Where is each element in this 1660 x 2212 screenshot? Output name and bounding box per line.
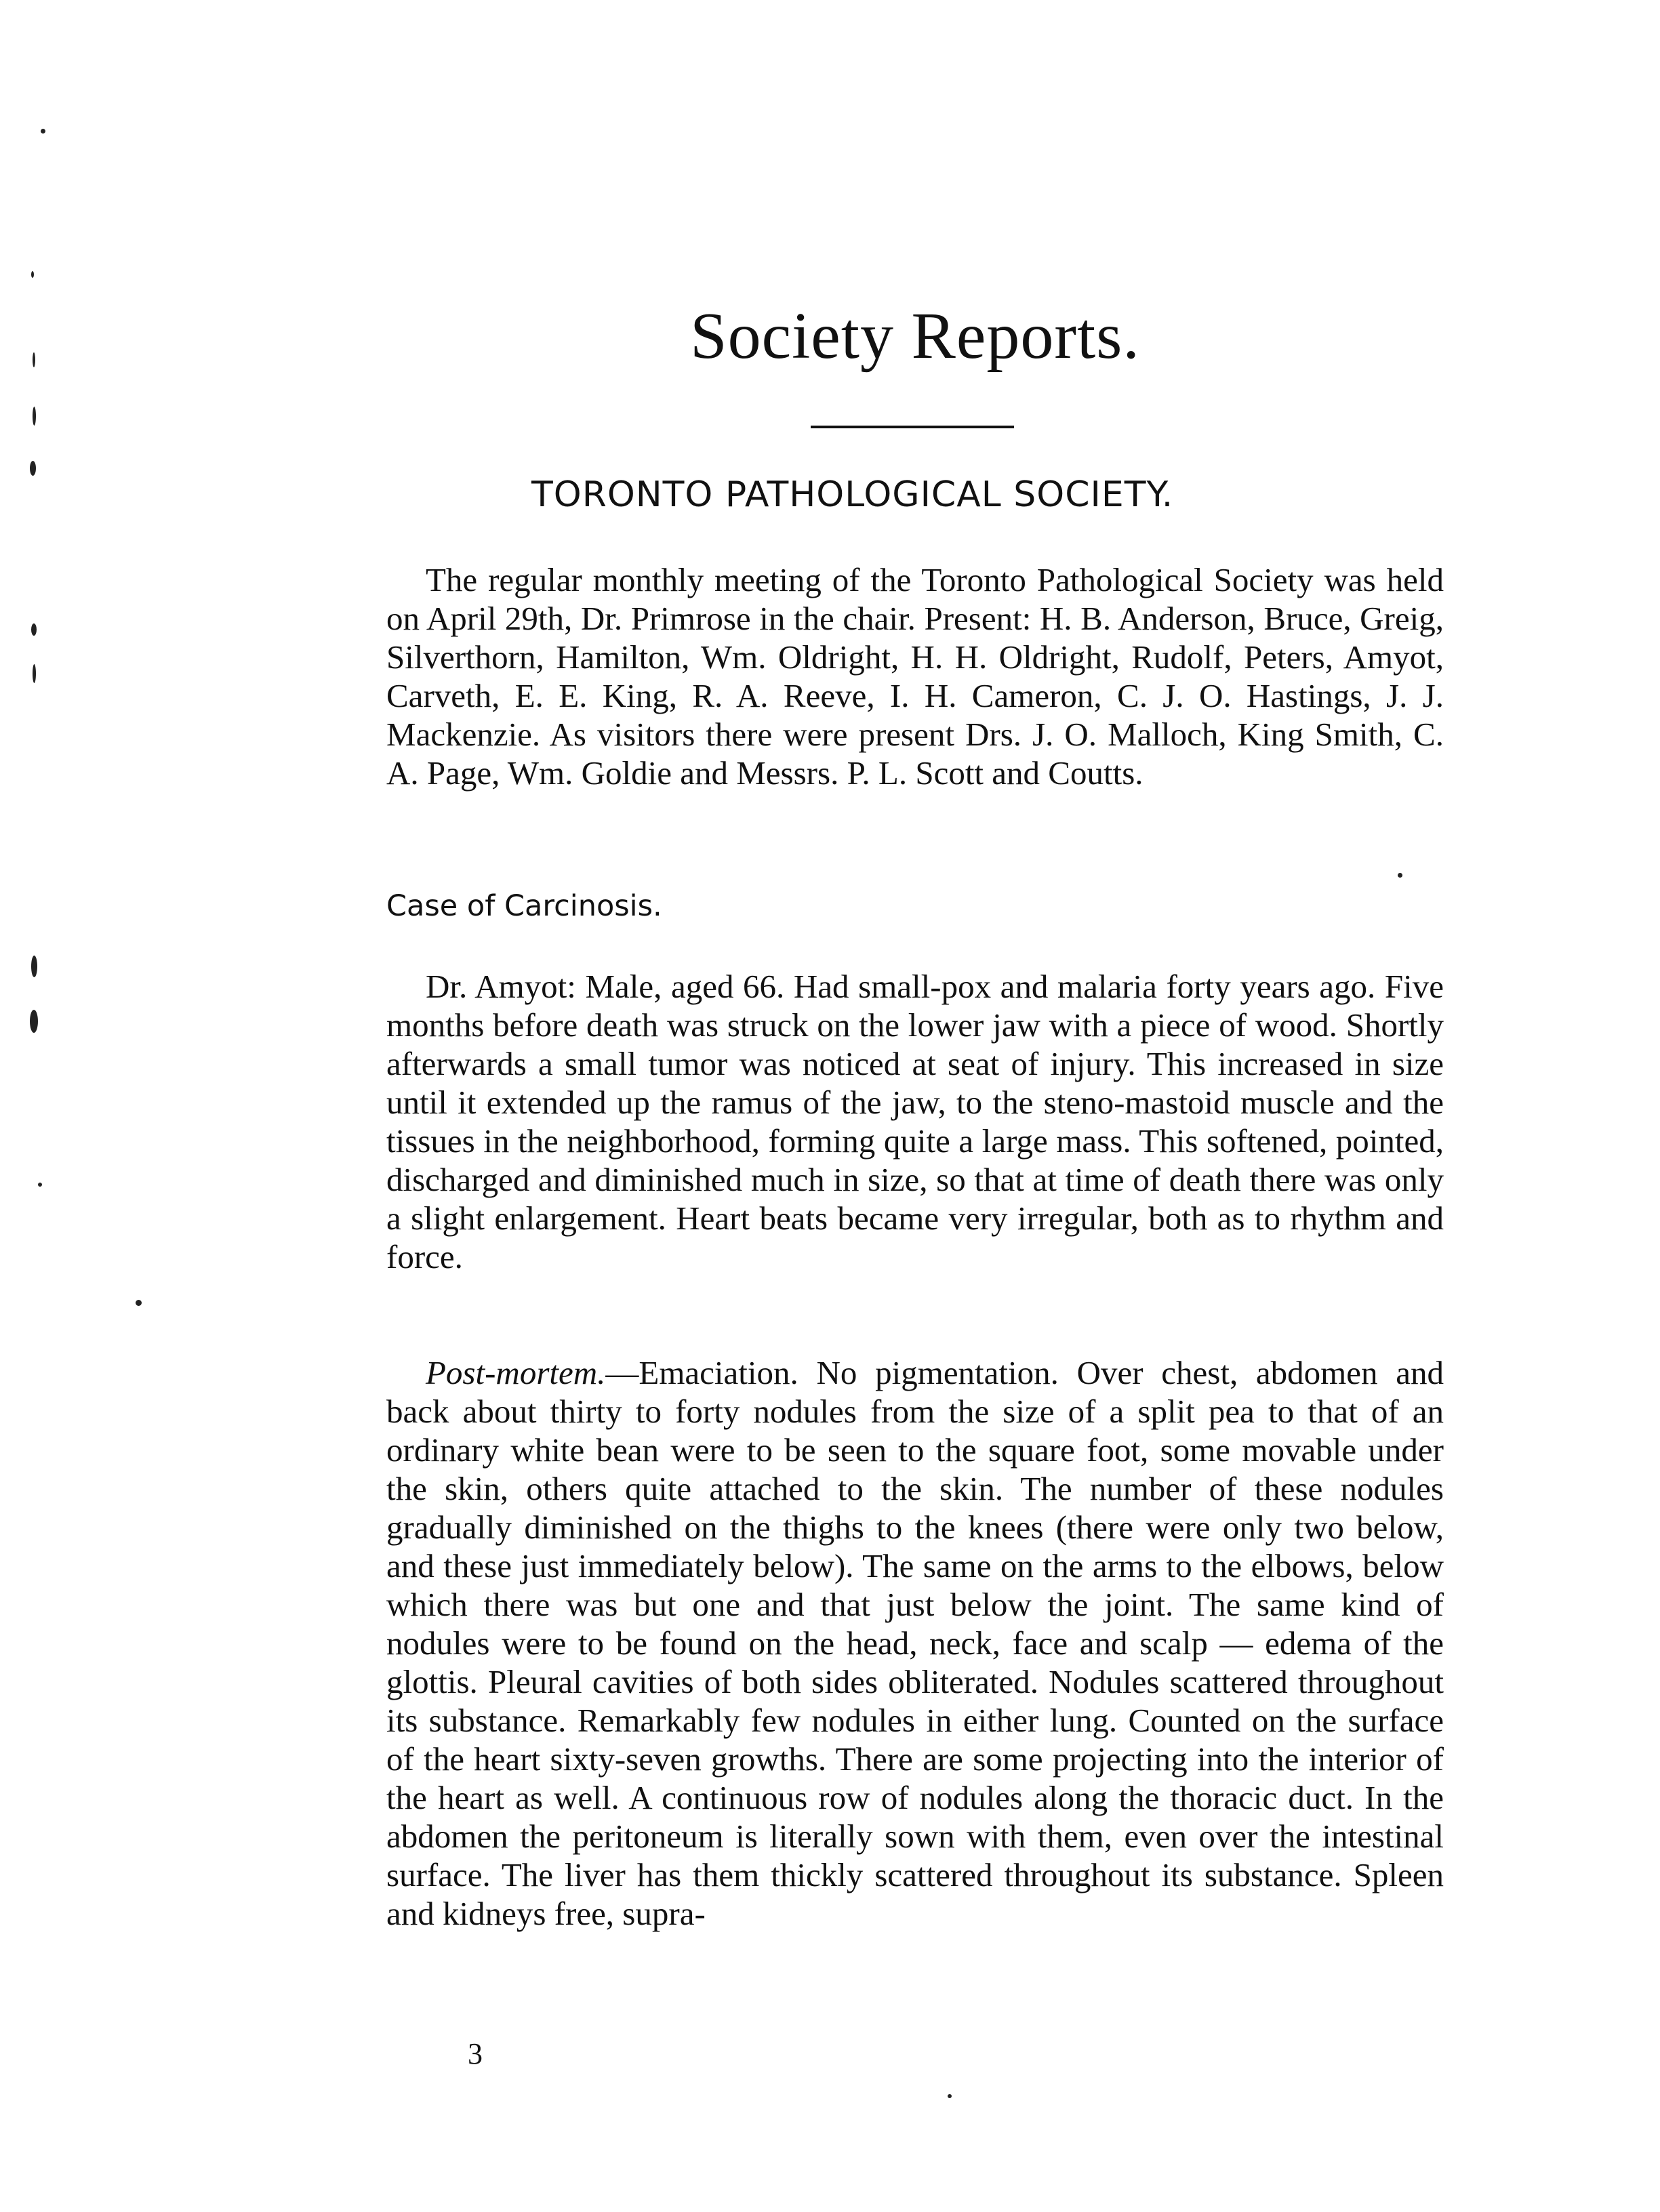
intro-paragraph: The regular monthly meeting of the Toronto Pathological Society was held on April 29th, Dr. Primrose in the chair. Present: H. B. Anderson, Bruce, Greig, Silverthorn, Hamilton, Wm. Oldright, H. H. Oldright, Rudolf, Peters, Amyot, Carveth, E. E. King, R. A. Reeve, I. H. Cameron, C. J. O. Hastings, J. J. Mackenzie. As visitors there were present Drs. J. O. Malloch, King Smith, C. A. Page, Wm. Goldie and Messrs. P. L. Scott and Coutts. [386, 561, 1444, 792]
scan-speck [30, 461, 36, 476]
case-heading: Case of Carcinosis. [386, 889, 662, 923]
section-heading: TORONTO PATHOLOGICAL SOCIETY. [531, 474, 1174, 515]
scan-speck [31, 956, 37, 977]
scan-speck [33, 664, 36, 683]
case-paragraph-2 [386, 1353, 1444, 1933]
scan-speck [38, 1183, 42, 1187]
title-divider [811, 426, 1014, 428]
scan-speck [31, 623, 37, 636]
post-mortem-text: —Emaciation. No pigmentation. Over chest, abdomen and back about thirty to forty nodules from the size of a split pea to that of an ordinary white bean were to be seen to the square foot, some movable under the skin, others quite attached to the skin. The number of these nodules gradually diminished on the thighs to the knees (there were only two below, and these just immediately below). The same on the arms to the elbows, below which there was but one and that just below the joint. The same kind of nodules were to be found on the head, neck, face and scalp — edema of the glottis. Pleural cavities of both sides obliterated. Nodules scattered throughout its substance. Remarkably few nodules in either lung. Counted on the surface of the heart sixty-seven growths. There are some projecting into the interior of the heart as well. A continuous row of nodules along the thoracic duct. In the abdomen the peritoneum is literally sown with them, even over the intestinal surface. The liver has them thickly scattered throughout its substance. Spleen and kidneys free, supra- [386, 1354, 1444, 1932]
scan-speck [31, 271, 34, 278]
scan-speck [33, 407, 36, 426]
scan-speck [948, 2094, 952, 2098]
scan-speck [33, 352, 35, 367]
post-mortem-label: Post-mortem. [426, 1354, 606, 1391]
scan-speck [136, 1300, 142, 1306]
scan-speck [30, 1010, 38, 1033]
scan-speck [41, 129, 45, 134]
page-number: 3 [468, 2037, 483, 2070]
page-title: Society Reports. [690, 300, 1140, 373]
case-paragraph-1: Dr. Amyot: Male, aged 66. Had small-pox and malaria forty years ago. Five months before death was struck on the lower jaw with a piece of wood. Shortly afterwards a small tumor was noticed at seat of injury. This increased in size until it extended up the ramus of the jaw, to the steno-mastoid muscle and the tissues in the neighborhood, forming quite a large mass. This softened, pointed, discharged and diminished much in size, so that at time of death there was only a slight enlargement. Heart beats became very irregular, both as to rhythm and force. [386, 968, 1444, 1275]
scan-speck [1398, 873, 1402, 878]
